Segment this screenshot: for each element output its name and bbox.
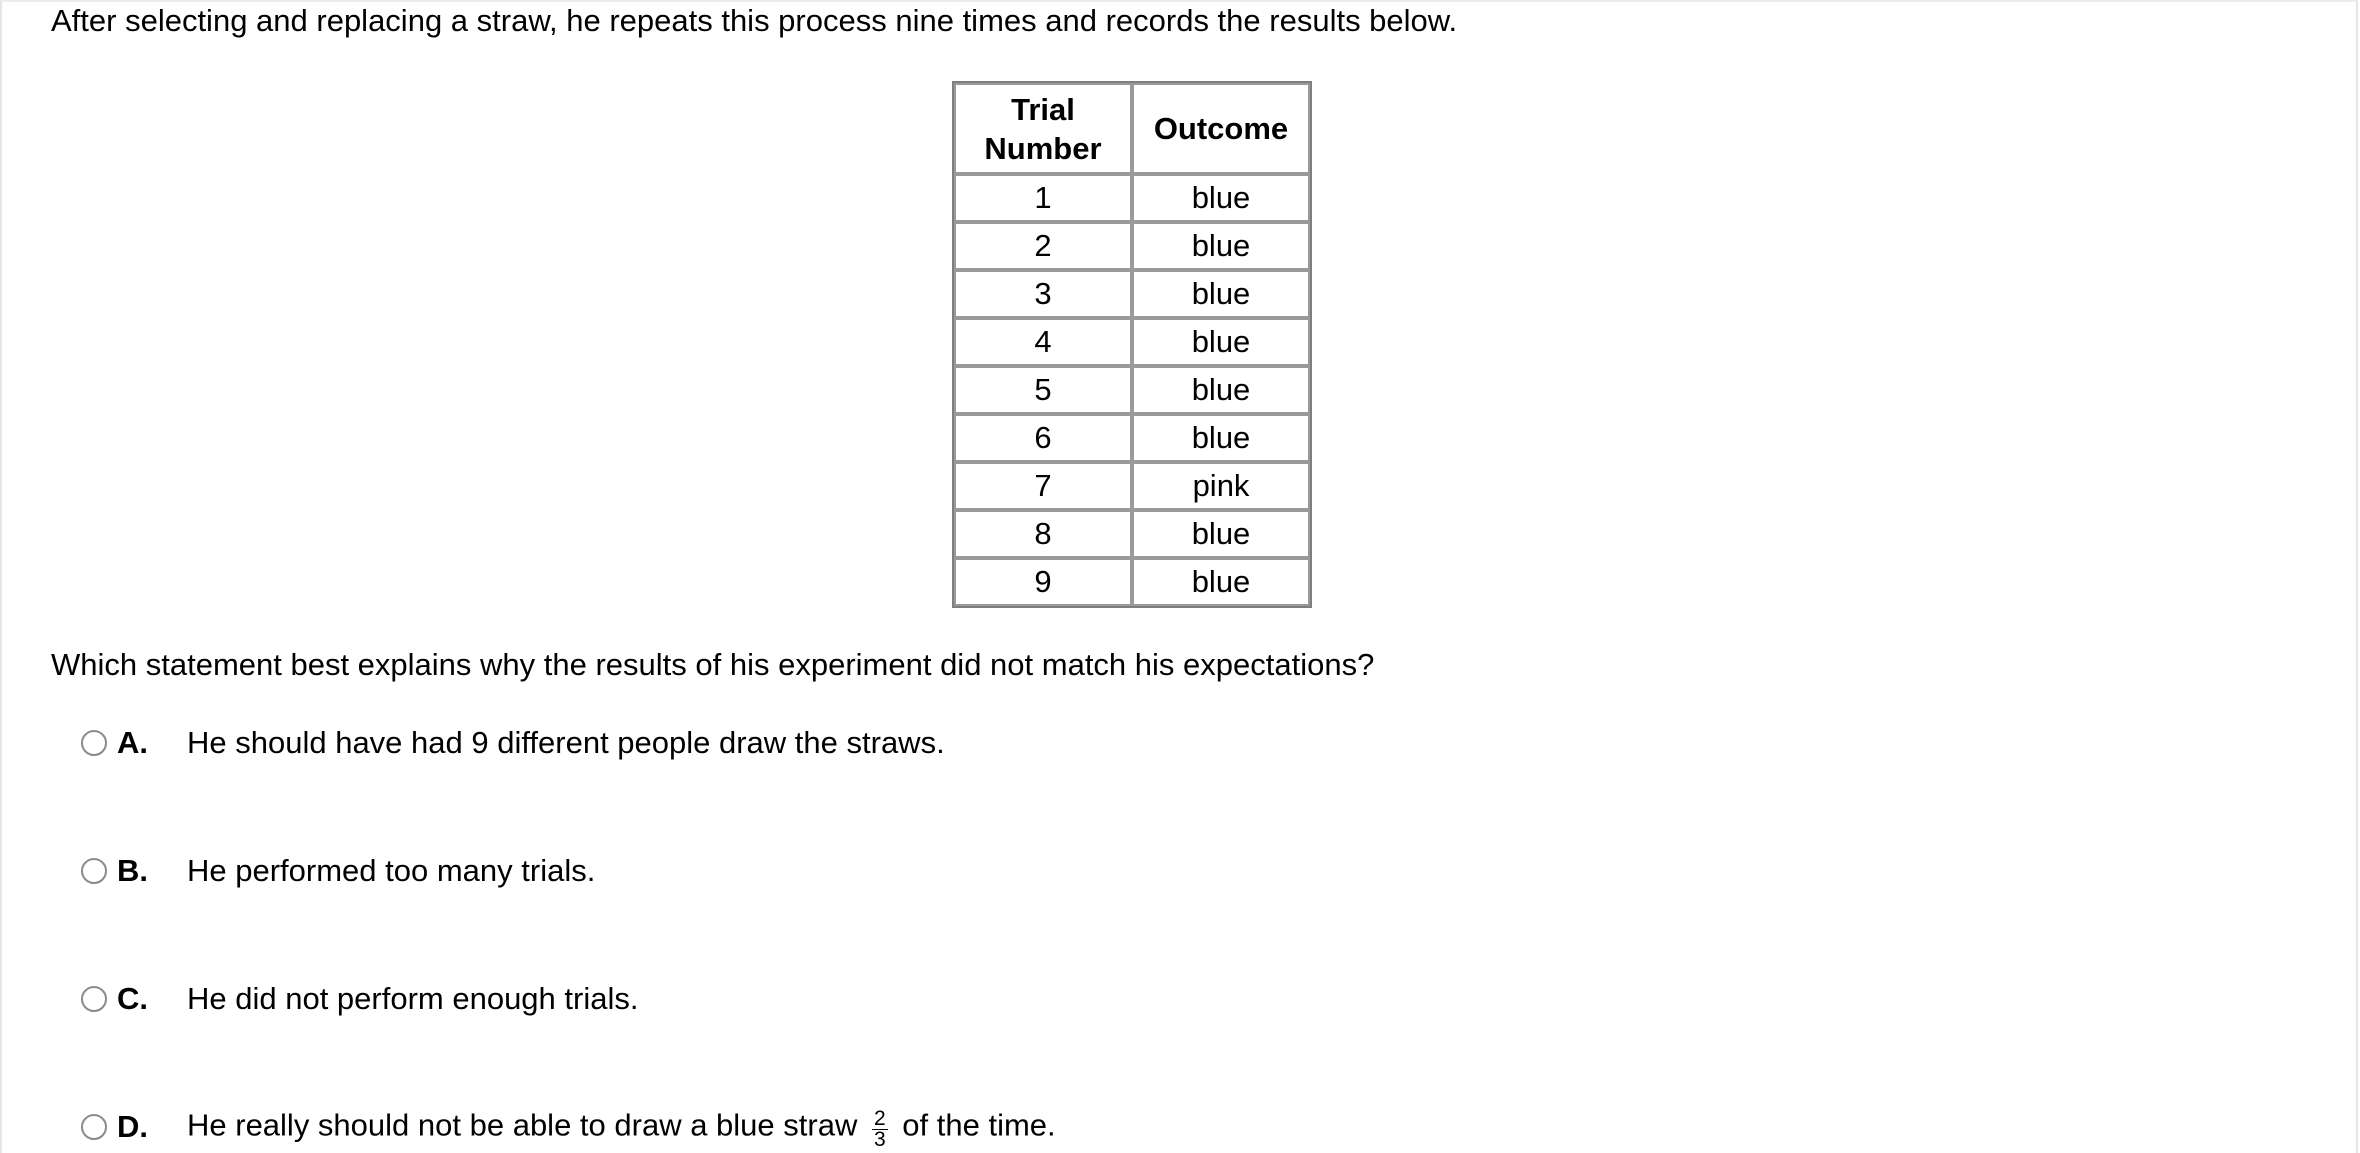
trial-header-line1: Trial: [1011, 91, 1075, 127]
radio-button-a[interactable]: [81, 730, 107, 756]
question-text: Which statement best explains why the results of his experiment did not match his expectations?: [51, 647, 1375, 682]
outcome-cell: blue: [1132, 414, 1310, 462]
trial-cell: 2: [954, 222, 1132, 270]
table-row: [954, 270, 1310, 318]
table-row: [954, 462, 1310, 510]
choice-text-c: He did not perform enough trials.: [187, 981, 639, 1016]
choice-text-d: [187, 1106, 1056, 1151]
table-row: [954, 366, 1310, 414]
trial-cell: 6: [954, 414, 1132, 462]
radio-button-b[interactable]: [81, 858, 107, 884]
radio-button-d[interactable]: [81, 1114, 107, 1140]
results-table: [952, 81, 1312, 608]
trial-cell: 8: [954, 510, 1132, 558]
table-row: [954, 174, 1310, 222]
trial-cell: 9: [954, 558, 1132, 606]
outcome-cell: pink: [1132, 462, 1310, 510]
outcome-cell: blue: [1132, 510, 1310, 558]
outcome-cell: blue: [1132, 222, 1310, 270]
choice-letter-b: B.: [117, 853, 148, 888]
choice-c[interactable]: [81, 979, 638, 1019]
table-row: [954, 414, 1310, 462]
outcome-cell: blue: [1132, 318, 1310, 366]
choice-text-b: He performed too many trials.: [187, 853, 596, 888]
fraction-denominator: 3: [873, 1127, 886, 1151]
outcome-cell: blue: [1132, 558, 1310, 606]
trial-cell: 7: [954, 462, 1132, 510]
outcome-cell: blue: [1132, 270, 1310, 318]
choice-letter-a: A.: [117, 725, 148, 760]
choice-letter-c: C.: [117, 981, 148, 1016]
trial-cell: 5: [954, 366, 1132, 414]
choice-letter-d: D.: [117, 1109, 148, 1144]
choice-b[interactable]: [81, 851, 595, 891]
intro-text: After selecting and replacing a straw, he repeats this process nine times and records the results below.: [51, 3, 1458, 38]
trial-number-header: [954, 83, 1132, 174]
choice-d-text-before: He really should not be able to draw a blue straw: [187, 1107, 858, 1143]
radio-button-c[interactable]: [81, 986, 107, 1012]
trial-cell: 4: [954, 318, 1132, 366]
trial-cell: 1: [954, 174, 1132, 222]
outcome-cell: blue: [1132, 366, 1310, 414]
table-row: [954, 222, 1310, 270]
table-row: [954, 318, 1310, 366]
outcome-cell: blue: [1132, 174, 1310, 222]
trial-cell: 3: [954, 270, 1132, 318]
fraction-numerator: 2: [873, 1106, 886, 1130]
table-row: [954, 558, 1310, 606]
choice-d[interactable]: [81, 1106, 1056, 1151]
choice-text-a: He should have had 9 different people draw the straws.: [187, 725, 945, 760]
fraction-two-thirds: [872, 1106, 888, 1151]
outcome-header: Outcome: [1132, 83, 1310, 174]
table-header-row: [954, 83, 1310, 174]
choice-a[interactable]: [81, 723, 945, 763]
table-row: [954, 510, 1310, 558]
trial-header-line2: Number: [984, 130, 1102, 166]
choice-d-text-after: of the time.: [902, 1107, 1056, 1143]
